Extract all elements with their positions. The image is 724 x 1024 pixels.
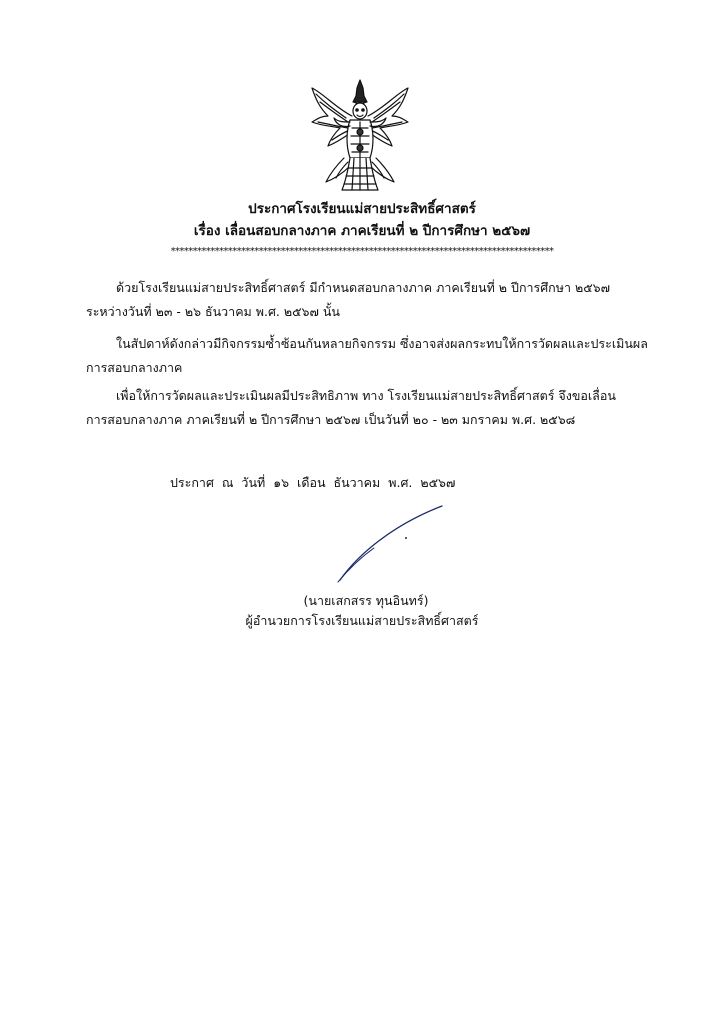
garuda-emblem-icon — [306, 78, 414, 194]
signer-position: ผู้อำนวยการโรงเรียนแม่สายประสิทธิ์ศาสตร์ — [245, 613, 479, 628]
signer-name: (นายเสกสรร ทุนอินทร์) — [303, 593, 429, 608]
body-paragraph-2 — [86, 332, 648, 380]
asterisk-divider: *************************************************************************************** — [170, 246, 554, 257]
handwritten-signature-icon — [330, 500, 450, 586]
document-title: ประกาศโรงเรียนแม่สายประสิทธิ์ศาสตร์ — [248, 201, 476, 217]
announcement-date: ประกาศ ณ วันที่ ๑๖ เดือน ธันวาคม พ.ศ. ๒๕๖๗ — [170, 475, 456, 490]
paragraph-line: ด้วยโรงเรียนแม่สายประสิทธิ์ศาสตร์ มีกำหนดสอบกลางภาค ภาคเรียนที่ ๒ ปีการศึกษา ๒๕๖๗ — [116, 280, 611, 295]
body-paragraph-3 — [86, 384, 638, 432]
paragraph-line: ระหว่างวันที่ ๒๓ - ๒๖ ธันวาคม พ.ศ. ๒๕๖๗ นั้น — [86, 304, 340, 319]
paragraph-line: การสอบกลางภาค ภาคเรียนที่ ๒ ปีการศึกษา ๒๕๖๗ เป็นวันที่ ๒๐ - ๒๓ มกราคม พ.ศ. ๒๕๖๘ — [86, 412, 576, 427]
paragraph-line: เพื่อให้การวัดผลและประเมินผลมีประสิทธิภาพ ทาง โรงเรียนแม่สายประสิทธิ์ศาสตร์ จึงขอเลื่อน — [116, 388, 616, 403]
paragraph-line: ในสัปดาห์ดังกล่าวมีกิจกรรมซ้ำซ้อนกันหลายกิจกรรม ซึ่งอาจส่งผลกระทบให้การวัดผลและประเมินผล — [116, 336, 648, 351]
paragraph-line: การสอบกลางภาค — [86, 360, 183, 375]
body-paragraph-1 — [86, 276, 638, 324]
document-subject: เรื่อง เลื่อนสอบกลางภาค ภาคเรียนที่ ๒ ปีการศึกษา ๒๕๖๗ — [193, 223, 531, 239]
